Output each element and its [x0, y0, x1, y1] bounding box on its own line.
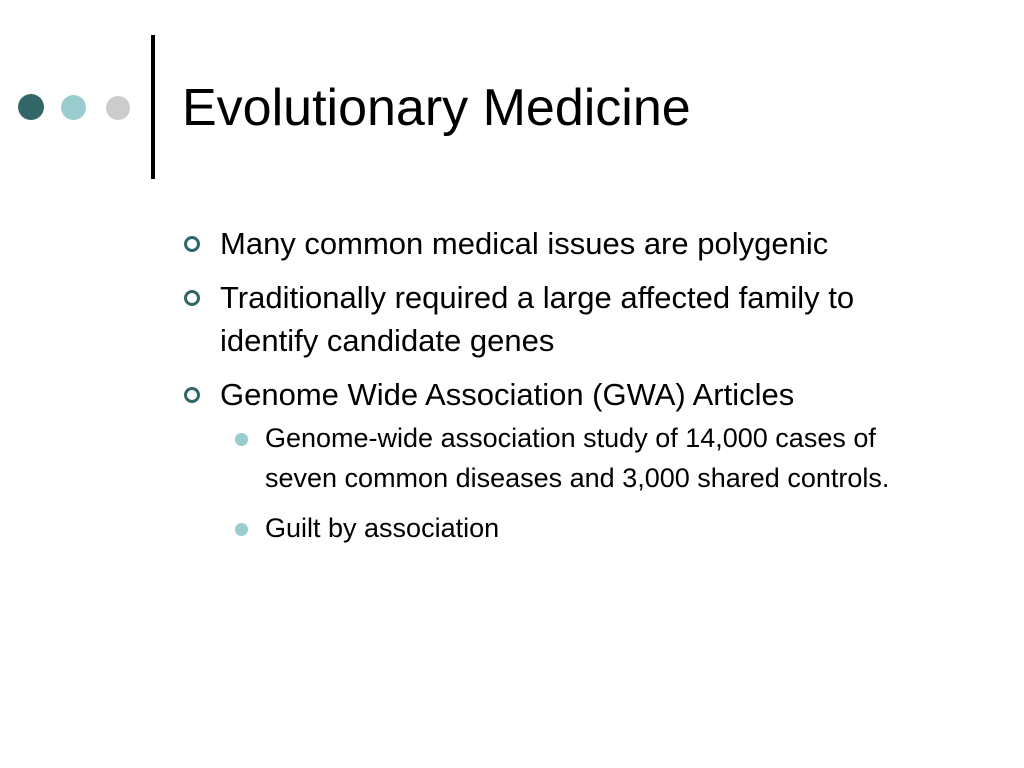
- decorative-dot-dark: [18, 94, 44, 120]
- sub-bullet-list: [220, 418, 952, 548]
- bullet-item: [182, 276, 952, 362]
- bullet-item: [182, 373, 952, 548]
- bullet-ring-icon: [184, 236, 200, 252]
- bullet-text: Many common medical issues are polygenic: [220, 226, 829, 261]
- sub-bullet-text: Guilt by association: [265, 513, 500, 543]
- slide-title: Evolutionary Medicine: [182, 79, 691, 137]
- bullet-text: Traditionally required a large affected family to identify candidate genes: [220, 280, 855, 358]
- bullet-text: Genome Wide Association (GWA) Articles: [220, 377, 795, 412]
- title-divider-line: [151, 35, 155, 179]
- decorative-dot-gray: [106, 96, 130, 120]
- bullet-ring-icon: [184, 387, 200, 403]
- bullet-list: [182, 222, 952, 559]
- bullet-ring-icon: [184, 290, 200, 306]
- sub-bullet-dot-icon: [235, 433, 248, 446]
- sub-bullet-text: Genome-wide association study of 14,000 cases of seven common diseases and 3,000 shared controls.: [265, 423, 890, 493]
- sub-bullet-item: [220, 508, 952, 548]
- sub-bullet-item: [220, 418, 952, 498]
- bullet-item: [182, 222, 952, 265]
- sub-bullet-dot-icon: [235, 523, 248, 536]
- decorative-dot-teal: [61, 95, 86, 120]
